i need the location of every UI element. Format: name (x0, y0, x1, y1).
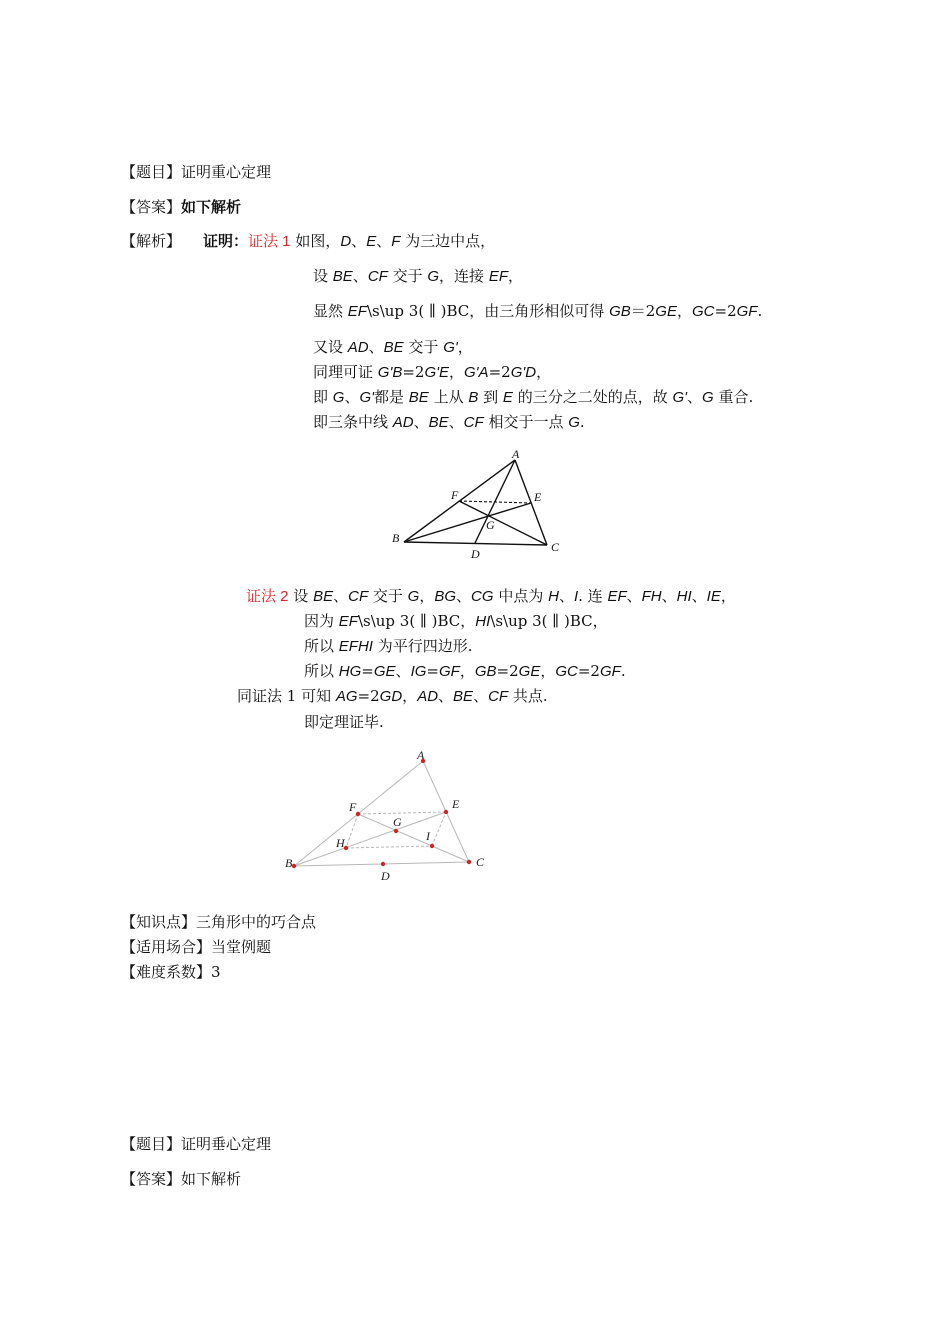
median-cf (358, 814, 469, 862)
text-run: \s\up 3( ∥ )BC (490, 612, 593, 630)
text-run: ， (460, 612, 476, 630)
median-be (404, 503, 531, 542)
text-run: 交于 (403, 338, 444, 356)
text-run: 共点. (508, 687, 548, 705)
label-d: D (471, 547, 480, 561)
text-run: 、 (376, 232, 392, 250)
text-run: GC (692, 303, 715, 320)
text-run: 同理可证 (313, 363, 378, 381)
text-run: =2 (488, 363, 511, 381)
proof-prefix: 证明： (203, 232, 249, 250)
text-run: 、 (691, 587, 707, 605)
text-run: 、 (448, 413, 464, 431)
text-run: G (407, 588, 420, 605)
text-run: 、 (351, 232, 367, 250)
text-run: =2 (357, 687, 380, 705)
text-run: 所以 (304, 662, 339, 680)
point-i (430, 844, 434, 848)
knowledge-text: 三角形中的巧合点 (196, 913, 317, 931)
q1-analysis-label (121, 231, 181, 251)
text-run: CF (488, 688, 509, 705)
text-run: ＝2 (630, 302, 656, 320)
text-run: ， (720, 587, 736, 605)
method2-line-3 (304, 636, 473, 657)
label-c: C (476, 855, 485, 869)
text-run: G'A (464, 364, 489, 381)
text-run: FH (641, 588, 662, 605)
text-run: 交于 (387, 267, 428, 285)
text-run: EF (488, 268, 508, 285)
text-run: GF (438, 663, 460, 680)
text-run: 、 (368, 338, 384, 356)
text-run: 、 (352, 267, 368, 285)
label-f: F (349, 800, 357, 814)
text-run: GF (599, 663, 621, 680)
text-run: 、 (438, 687, 454, 705)
text-run: GE (518, 663, 541, 680)
text-run: ，连接 (439, 267, 489, 285)
text-run: EF (607, 588, 627, 605)
knowledge-line (121, 912, 316, 932)
text-run: . (757, 302, 763, 320)
text-run: CF (367, 268, 388, 285)
text-run: ， (459, 662, 475, 680)
label-g: G (393, 815, 402, 829)
method1-line-5 (313, 362, 551, 383)
label-e: E (452, 797, 460, 811)
label-d: D (381, 869, 390, 883)
method2-line-2 (304, 611, 608, 632)
answer-text: 如下解析 (181, 198, 242, 216)
q2-answer-line (121, 1169, 241, 1189)
figure-1-triangle (385, 445, 570, 565)
segment-ef (358, 812, 446, 814)
text-run: 到 (478, 388, 503, 406)
text-run: AD (417, 688, 439, 705)
label-a: A (417, 748, 425, 762)
q1-topic-line (121, 162, 271, 182)
usage-text: 当堂例题 (211, 938, 272, 956)
text-run: =2 (577, 662, 600, 680)
segment-hi (346, 846, 432, 848)
method2-label: 证法 2 (246, 588, 289, 605)
text-run: 设 (293, 587, 314, 605)
text-run: GE (373, 663, 396, 680)
label-i: I (426, 829, 430, 843)
text-run: D (340, 233, 352, 250)
text-run: 、 (456, 587, 472, 605)
text-run: = (426, 662, 439, 680)
text-run: G (427, 268, 440, 285)
text-run: =2 (714, 302, 737, 320)
difficulty-label: 【难度系数】 (121, 963, 212, 981)
text-run: ， (402, 687, 418, 705)
label-b: B (392, 531, 400, 545)
text-run: ， (449, 363, 465, 381)
point-f (356, 812, 360, 816)
text-run: . (579, 413, 585, 431)
label-c: C (551, 540, 560, 554)
label-b: B (285, 856, 293, 870)
text-run: EF (347, 303, 367, 320)
text-run: 因为 (304, 612, 339, 630)
text-run: ， (507, 267, 523, 285)
q1-answer-line (121, 197, 241, 217)
label-f: F (451, 488, 459, 502)
point-e (444, 810, 448, 814)
text-run: ， (419, 587, 435, 605)
text-run: 、 (333, 587, 349, 605)
text-run: CF (348, 588, 369, 605)
text-run: 的三分之二处的点，故 (512, 388, 673, 406)
method1-line-2 (313, 266, 523, 287)
text-run: 显然 (313, 302, 348, 320)
text-run: . (620, 662, 626, 680)
label-g: G (486, 518, 495, 532)
text-run: AG (335, 688, 358, 705)
text-run: ， (540, 662, 556, 680)
q2-topic-line (121, 1134, 271, 1154)
text-run: HG (338, 663, 362, 680)
text-run: 、 (344, 388, 360, 406)
text-run: 相交于一点 (483, 413, 569, 431)
text-run: ， (457, 338, 473, 356)
point-g (394, 829, 398, 833)
text-run: 、 (413, 413, 429, 431)
text-run: G'E (424, 364, 449, 381)
text-run: G'D (510, 364, 537, 381)
text-run: 又设 (313, 338, 348, 356)
text-run: HI (475, 613, 491, 630)
text-run: = (361, 662, 374, 680)
text-run: CF (463, 414, 484, 431)
text-run: . 连 (578, 587, 608, 605)
method2-line-1 (246, 586, 736, 607)
text-run: IG (410, 663, 427, 680)
text-run: ， (592, 612, 608, 630)
text-run: G (702, 389, 714, 406)
text-run: GB (609, 303, 631, 320)
knowledge-label: 【知识点】 (121, 913, 197, 931)
text-run: GC (555, 663, 578, 680)
label-a: A (512, 447, 520, 461)
label-e: E (534, 490, 542, 504)
text-run: 、 (687, 388, 703, 406)
text-run: BE (313, 588, 334, 605)
text-run: =2 (402, 363, 425, 381)
text-run: G' (443, 339, 458, 356)
text-run: G'B (377, 364, 403, 381)
text-run: H (548, 588, 559, 605)
text-run: G' (672, 389, 687, 406)
text-run: 、 (558, 587, 574, 605)
segment-ie (432, 812, 446, 846)
text-run: BE (453, 688, 474, 705)
method1-line-1 (203, 231, 495, 252)
method1-label: 证法 1 (248, 233, 291, 250)
text-run: 、 (473, 687, 489, 705)
method1-line-3 (313, 301, 762, 322)
text-run: =2 (496, 662, 519, 680)
text-run: GB (474, 663, 497, 680)
text-run: 中点为 (493, 587, 549, 605)
text-run: 都是 (374, 388, 409, 406)
difficulty-value: 3 (211, 963, 221, 981)
answer-text: 如下解析 (181, 1170, 242, 1188)
topic-text: 证明垂心定理 (181, 1135, 272, 1153)
text-run: 即定理证毕. (304, 713, 384, 731)
method2-line-5 (237, 686, 548, 707)
method2-line-4 (304, 661, 626, 682)
text-run: ，由三角形相似可得 (469, 302, 610, 320)
text-run: AD (347, 339, 369, 356)
text-run: CG (471, 588, 494, 605)
text-run: 同证法 1 可知 (237, 687, 336, 705)
text-run: BE (408, 389, 429, 406)
text-run: F (391, 233, 401, 250)
text-run: B (468, 389, 479, 406)
text-run: E (502, 389, 513, 406)
text-run: 交于 (368, 587, 408, 605)
label-h: H (336, 836, 345, 850)
text-run: G' (359, 389, 374, 406)
text-run: GD (379, 688, 403, 705)
answer-label: 【答案】 (121, 1170, 182, 1188)
text-run: ， (536, 363, 552, 381)
text-run: GE (655, 303, 677, 320)
point-c (467, 860, 471, 864)
text-run: 重合. (713, 388, 754, 406)
usage-label: 【适用场合】 (121, 938, 212, 956)
point-b (292, 864, 296, 868)
text-run: 设 (313, 267, 333, 285)
answer-label: 【答案】 (121, 198, 182, 216)
text-run: \s\up 3( ∥ )BC (357, 612, 461, 630)
text-run: 如图， (295, 232, 341, 250)
text-run: G (568, 414, 580, 431)
text-run: 、 (661, 587, 677, 605)
text-run: 为平行四边形. (372, 637, 473, 655)
topic-label: 【题目】 (121, 1135, 182, 1153)
text-run: 为三边中点， (400, 232, 496, 250)
method1-line-7 (313, 412, 585, 433)
text-run: E (366, 233, 377, 250)
point-d (381, 862, 385, 866)
text-run: G (332, 389, 345, 406)
text-run: \s\up 3( ∥ )BC (366, 302, 470, 320)
text-run: 、 (395, 662, 411, 680)
text-run: IE (706, 588, 721, 605)
text-run: 上从 (428, 388, 469, 406)
text-run: GF (736, 303, 758, 320)
text-run: 所以 (304, 637, 339, 655)
topic-label: 【题目】 (121, 163, 182, 181)
text-run: EF (338, 613, 358, 630)
text-run: 即三条中线 (313, 413, 393, 431)
text-run: AD (392, 414, 414, 431)
method2-line-6 (304, 712, 384, 732)
text-run: BG (434, 588, 457, 605)
topic-text: 证明重心定理 (181, 163, 272, 181)
text-run: I (573, 588, 579, 605)
median-cf (459, 501, 547, 545)
text-run: HI (676, 588, 692, 605)
text-run: 【解析】 (121, 232, 182, 250)
difficulty-line (121, 962, 221, 982)
text-run: BE (383, 339, 404, 356)
text-run: EFHI (338, 638, 373, 655)
text-run: ， (676, 302, 692, 320)
text-run: 即 (313, 388, 333, 406)
figure-2-triangle (280, 745, 495, 885)
usage-line (121, 937, 271, 957)
method1-line-4 (313, 337, 473, 358)
method1-line-6 (313, 387, 753, 408)
text-run: BE (428, 414, 449, 431)
median-be (294, 812, 446, 866)
text-run: 、 (626, 587, 642, 605)
text-run: BE (332, 268, 353, 285)
